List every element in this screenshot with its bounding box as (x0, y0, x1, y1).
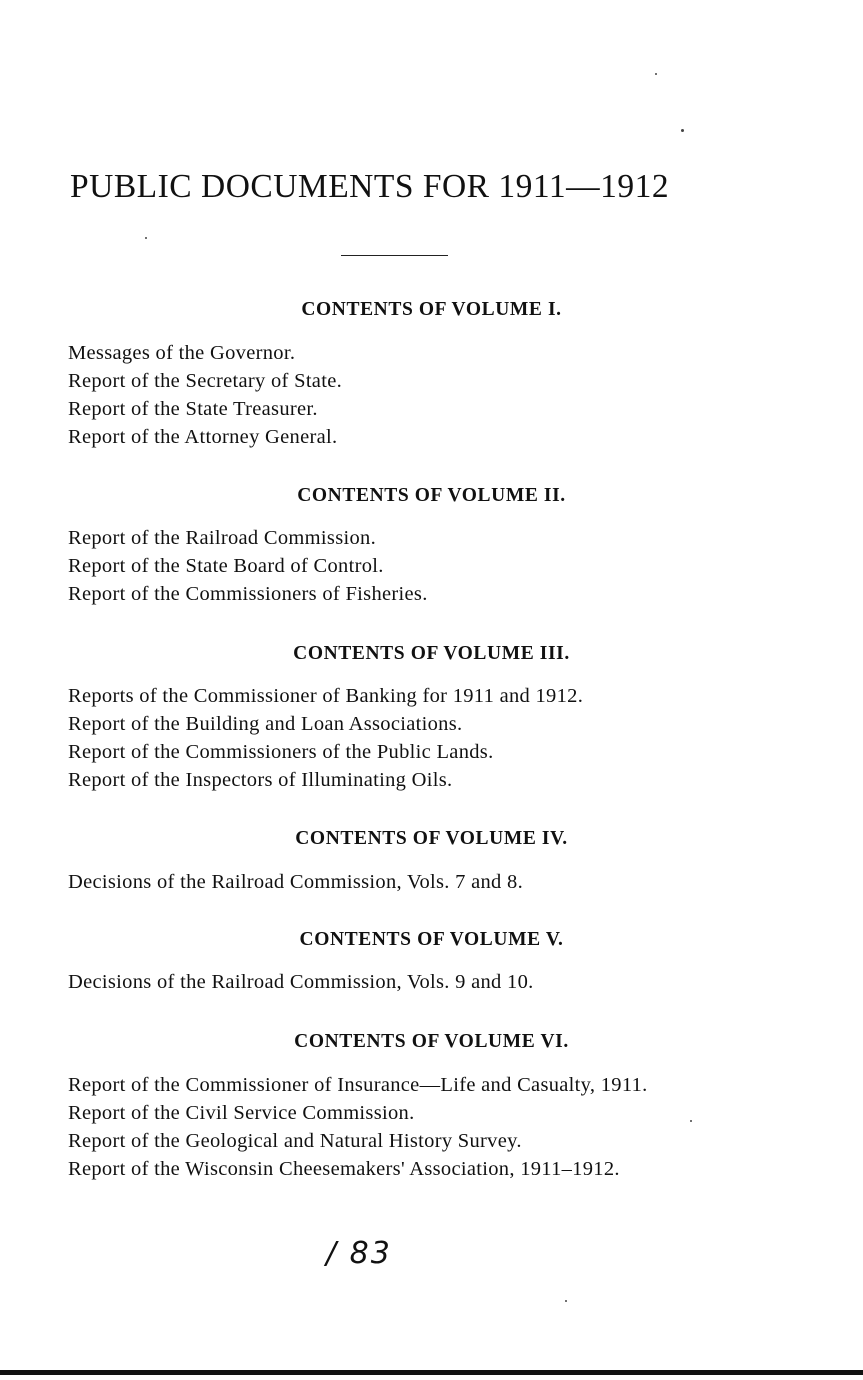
handwritten-page-number: / 83 (326, 1236, 392, 1271)
page-title: PUBLIC DOCUMENTS FOR 1911—1912 (70, 168, 670, 205)
list-item: Report of the Commissioners of the Public Lands. (68, 741, 494, 763)
list-item: Decisions of the Railroad Commission, Vols. 7 and 8. (68, 871, 524, 893)
list-item: Reports of the Commissioner of Banking for 1911 and 1912. (68, 685, 584, 707)
volume-3-heading: CONTENTS OF VOLUME III. (293, 643, 570, 664)
list-item: Report of the State Treasurer. (68, 398, 318, 420)
list-item: Report of the Civil Service Commission. (68, 1102, 415, 1124)
scan-speck (565, 1300, 567, 1302)
volume-5-entries (68, 968, 718, 996)
scan-speck (655, 73, 657, 75)
list-item: Report of the Building and Loan Associations. (68, 713, 463, 735)
scan-speck (145, 237, 147, 239)
list-item: Report of the Inspectors of Illuminating Oils. (68, 769, 453, 791)
list-item: Report of the Attorney General. (68, 426, 338, 448)
list-item: Report of the Secretary of State. (68, 370, 343, 392)
list-item: Decisions of the Railroad Commission, Vols. 9 and 10. (68, 971, 534, 993)
list-item: Report of the Wisconsin Cheesemakers' Association, 1911–1912. (68, 1158, 620, 1180)
list-item: Report of the Railroad Commission. (68, 527, 376, 549)
volume-3-entries (68, 682, 718, 794)
volume-6-heading: CONTENTS OF VOLUME VI. (294, 1031, 569, 1052)
volume-4-entries (68, 868, 718, 896)
volume-2-entries (68, 524, 718, 608)
title-rule (341, 255, 448, 256)
list-item: Report of the Commissioner of Insurance—Life and Casualty, 1911. (68, 1074, 648, 1096)
list-item: Report of the Commissioners of Fisheries. (68, 583, 428, 605)
list-item: Messages of the Governor. (68, 342, 296, 364)
volume-1-entries (68, 339, 718, 451)
scan-speck (690, 1120, 692, 1122)
scan-edge-border (0, 1370, 863, 1375)
list-item: Report of the State Board of Control. (68, 555, 384, 577)
list-item: Report of the Geological and Natural History Survey. (68, 1130, 522, 1152)
scan-speck (681, 129, 684, 132)
volume-5-heading: CONTENTS OF VOLUME V. (299, 929, 564, 950)
volume-6-entries (68, 1071, 718, 1183)
volume-2-heading: CONTENTS OF VOLUME II. (297, 485, 566, 506)
volume-4-heading: CONTENTS OF VOLUME IV. (295, 828, 568, 849)
volume-1-heading: CONTENTS OF VOLUME I. (301, 299, 562, 320)
